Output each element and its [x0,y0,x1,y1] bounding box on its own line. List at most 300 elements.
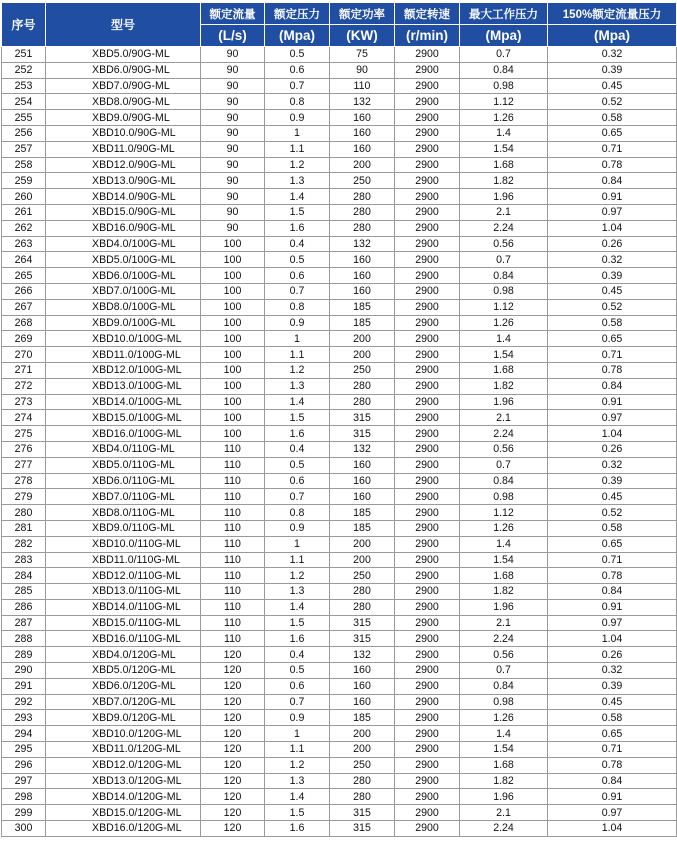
cell-seq: 273 [2,394,46,410]
cell-flow: 120 [201,773,265,789]
cell-max-pressure: 1.4 [460,125,548,141]
cell-seq: 264 [2,252,46,268]
cell-model: XBD9.0/110G-ML [46,520,201,536]
cell-seq: 295 [2,742,46,758]
cell-speed: 2900 [395,473,460,489]
cell-model: XBD15.0/100G-ML [46,410,201,426]
cell-150-pressure: 0.97 [548,204,677,220]
cell-power: 280 [330,789,395,805]
table-row [2,78,677,94]
cell-pressure: 1.4 [265,789,330,805]
cell-max-pressure: 1.96 [460,394,548,410]
cell-model: XBD13.0/100G-ML [46,378,201,394]
cell-pressure: 1.6 [265,631,330,647]
cell-flow: 110 [201,457,265,473]
cell-speed: 2900 [395,141,460,157]
cell-pressure: 0.6 [265,473,330,489]
cell-model: XBD11.0/120G-ML [46,742,201,758]
header-power: 额定功率 [330,3,395,25]
cell-seq: 285 [2,584,46,600]
cell-flow: 110 [201,584,265,600]
cell-flow: 90 [201,220,265,236]
cell-150-pressure: 0.32 [548,663,677,679]
cell-max-pressure: 0.56 [460,441,548,457]
cell-pressure: 1.3 [265,773,330,789]
table-row [2,173,677,189]
cell-speed: 2900 [395,489,460,505]
cell-seq: 283 [2,552,46,568]
cell-power: 160 [330,283,395,299]
cell-model: XBD9.0/90G-ML [46,110,201,126]
cell-max-pressure: 0.84 [460,473,548,489]
cell-max-pressure: 1.82 [460,173,548,189]
cell-max-pressure: 1.12 [460,299,548,315]
cell-seq: 263 [2,236,46,252]
cell-pressure: 1.5 [265,204,330,220]
cell-speed: 2900 [395,204,460,220]
cell-speed: 2900 [395,631,460,647]
cell-flow: 110 [201,552,265,568]
cell-seq: 257 [2,141,46,157]
cell-seq: 288 [2,631,46,647]
cell-power: 315 [330,615,395,631]
cell-model: XBD10.0/120G-ML [46,726,201,742]
table-row [2,347,677,363]
cell-power: 280 [330,584,395,600]
cell-flow: 100 [201,315,265,331]
cell-model: XBD5.0/120G-ML [46,663,201,679]
table-body [2,47,677,837]
cell-pressure: 0.4 [265,441,330,457]
cell-speed: 2900 [395,568,460,584]
cell-model: XBD7.0/110G-ML [46,489,201,505]
cell-pressure: 1 [265,726,330,742]
cell-150-pressure: 0.71 [548,347,677,363]
cell-max-pressure: 0.7 [460,457,548,473]
cell-speed: 2900 [395,47,460,63]
cell-speed: 2900 [395,236,460,252]
cell-seq: 299 [2,805,46,821]
cell-speed: 2900 [395,599,460,615]
cell-flow: 100 [201,426,265,442]
table-row [2,631,677,647]
cell-150-pressure: 0.91 [548,789,677,805]
cell-model: XBD4.0/120G-ML [46,647,201,663]
table-row [2,394,677,410]
cell-150-pressure: 0.58 [548,520,677,536]
cell-pressure: 1.5 [265,615,330,631]
cell-150-pressure: 0.84 [548,773,677,789]
cell-flow: 120 [201,789,265,805]
cell-150-pressure: 0.58 [548,110,677,126]
cell-seq: 280 [2,505,46,521]
cell-150-pressure: 0.65 [548,331,677,347]
table-row [2,520,677,536]
cell-speed: 2900 [395,710,460,726]
cell-max-pressure: 1.26 [460,315,548,331]
cell-speed: 2900 [395,457,460,473]
cell-pressure: 1.4 [265,189,330,205]
cell-max-pressure: 1.54 [460,141,548,157]
cell-model: XBD11.0/90G-ML [46,141,201,157]
table-row [2,410,677,426]
cell-flow: 110 [201,520,265,536]
table-row [2,742,677,758]
cell-max-pressure: 1.96 [460,599,548,615]
cell-max-pressure: 1.54 [460,347,548,363]
cell-power: 160 [330,663,395,679]
table-row [2,94,677,110]
cell-model: XBD12.0/120G-ML [46,757,201,773]
cell-speed: 2900 [395,283,460,299]
cell-150-pressure: 0.97 [548,805,677,821]
cell-150-pressure: 0.65 [548,536,677,552]
cell-speed: 2900 [395,347,460,363]
table-row [2,773,677,789]
cell-seq: 261 [2,204,46,220]
cell-150-pressure: 0.39 [548,62,677,78]
cell-power: 200 [330,157,395,173]
cell-flow: 120 [201,678,265,694]
cell-pressure: 1.4 [265,599,330,615]
table-row [2,426,677,442]
cell-power: 75 [330,47,395,63]
cell-max-pressure: 1.26 [460,110,548,126]
table-row [2,268,677,284]
cell-pressure: 0.8 [265,299,330,315]
cell-seq: 275 [2,426,46,442]
cell-speed: 2900 [395,299,460,315]
cell-flow: 90 [201,94,265,110]
cell-pressure: 1.3 [265,173,330,189]
cell-flow: 90 [201,141,265,157]
cell-150-pressure: 0.91 [548,599,677,615]
cell-power: 250 [330,568,395,584]
cell-pressure: 1.1 [265,552,330,568]
cell-model: XBD6.0/120G-ML [46,678,201,694]
cell-power: 200 [330,742,395,758]
cell-150-pressure: 0.84 [548,378,677,394]
cell-speed: 2900 [395,110,460,126]
cell-flow: 100 [201,283,265,299]
table-row [2,663,677,679]
table-row [2,789,677,805]
cell-speed: 2900 [395,805,460,821]
cell-model: XBD15.0/110G-ML [46,615,201,631]
cell-150-pressure: 0.45 [548,283,677,299]
table-header [2,3,677,47]
cell-model: XBD16.0/110G-ML [46,631,201,647]
cell-max-pressure: 1.82 [460,378,548,394]
cell-flow: 100 [201,362,265,378]
cell-power: 160 [330,489,395,505]
cell-model: XBD5.0/90G-ML [46,47,201,63]
cell-max-pressure: 1.12 [460,505,548,521]
cell-max-pressure: 1.68 [460,362,548,378]
cell-150-pressure: 0.84 [548,173,677,189]
cell-power: 315 [330,631,395,647]
cell-seq: 298 [2,789,46,805]
cell-pressure: 1.3 [265,378,330,394]
table-row [2,299,677,315]
cell-flow: 120 [201,710,265,726]
cell-model: XBD12.0/100G-ML [46,362,201,378]
table-row [2,647,677,663]
cell-model: XBD16.0/90G-ML [46,220,201,236]
cell-seq: 268 [2,315,46,331]
cell-150-pressure: 0.71 [548,552,677,568]
cell-pressure: 0.5 [265,252,330,268]
cell-power: 280 [330,204,395,220]
cell-seq: 272 [2,378,46,394]
table-row [2,315,677,331]
cell-speed: 2900 [395,378,460,394]
cell-pressure: 1.2 [265,568,330,584]
cell-150-pressure: 0.97 [548,410,677,426]
cell-speed: 2900 [395,394,460,410]
cell-flow: 100 [201,410,265,426]
cell-150-pressure: 0.39 [548,473,677,489]
cell-seq: 293 [2,710,46,726]
cell-model: XBD16.0/120G-ML [46,821,201,837]
cell-seq: 290 [2,663,46,679]
cell-flow: 120 [201,663,265,679]
header-model: 型号 [46,3,201,47]
table-row [2,726,677,742]
cell-flow: 100 [201,378,265,394]
cell-flow: 100 [201,347,265,363]
cell-pressure: 0.6 [265,268,330,284]
cell-pressure: 0.7 [265,489,330,505]
cell-model: XBD9.0/100G-ML [46,315,201,331]
cell-seq: 265 [2,268,46,284]
cell-max-pressure: 2.1 [460,410,548,426]
cell-power: 200 [330,726,395,742]
cell-speed: 2900 [395,220,460,236]
table-row [2,441,677,457]
cell-150-pressure: 0.52 [548,299,677,315]
cell-150-pressure: 0.58 [548,710,677,726]
cell-speed: 2900 [395,157,460,173]
header-max-pressure-unit: (Mpa) [460,25,548,47]
cell-power: 250 [330,757,395,773]
cell-150-pressure: 0.32 [548,252,677,268]
cell-flow: 90 [201,110,265,126]
cell-max-pressure: 0.7 [460,252,548,268]
cell-seq: 276 [2,441,46,457]
table-row [2,757,677,773]
cell-150-pressure: 0.78 [548,362,677,378]
cell-speed: 2900 [395,252,460,268]
cell-max-pressure: 1.68 [460,157,548,173]
cell-model: XBD5.0/100G-ML [46,252,201,268]
cell-max-pressure: 1.4 [460,726,548,742]
cell-speed: 2900 [395,615,460,631]
cell-speed: 2900 [395,536,460,552]
table-row [2,505,677,521]
cell-pressure: 1.3 [265,584,330,600]
cell-150-pressure: 0.71 [548,141,677,157]
cell-pressure: 1.1 [265,347,330,363]
cell-power: 200 [330,552,395,568]
cell-power: 315 [330,426,395,442]
cell-max-pressure: 1.12 [460,94,548,110]
cell-power: 200 [330,536,395,552]
table-row [2,331,677,347]
cell-speed: 2900 [395,520,460,536]
cell-power: 315 [330,821,395,837]
cell-model: XBD9.0/120G-ML [46,710,201,726]
cell-150-pressure: 0.52 [548,505,677,521]
cell-seq: 260 [2,189,46,205]
table-row [2,552,677,568]
table-row [2,805,677,821]
cell-seq: 294 [2,726,46,742]
table-row [2,283,677,299]
cell-max-pressure: 1.26 [460,710,548,726]
cell-model: XBD13.0/120G-ML [46,773,201,789]
cell-150-pressure: 0.78 [548,568,677,584]
cell-flow: 90 [201,204,265,220]
cell-flow: 90 [201,173,265,189]
table-row [2,678,677,694]
table-row [2,599,677,615]
cell-150-pressure: 0.26 [548,236,677,252]
cell-speed: 2900 [395,726,460,742]
table-row [2,220,677,236]
cell-flow: 90 [201,157,265,173]
cell-speed: 2900 [395,94,460,110]
cell-max-pressure: 2.1 [460,204,548,220]
cell-speed: 2900 [395,362,460,378]
cell-flow: 110 [201,441,265,457]
cell-seq: 287 [2,615,46,631]
cell-150-pressure: 0.65 [548,726,677,742]
cell-speed: 2900 [395,789,460,805]
table-row [2,125,677,141]
cell-seq: 284 [2,568,46,584]
cell-model: XBD14.0/120G-ML [46,789,201,805]
cell-model: XBD8.0/110G-ML [46,505,201,521]
cell-150-pressure: 1.04 [548,821,677,837]
cell-flow: 120 [201,647,265,663]
cell-flow: 90 [201,62,265,78]
cell-seq: 281 [2,520,46,536]
cell-power: 110 [330,78,395,94]
cell-flow: 90 [201,47,265,63]
cell-pressure: 1.2 [265,157,330,173]
cell-pressure: 0.8 [265,505,330,521]
cell-model: XBD15.0/90G-ML [46,204,201,220]
cell-power: 280 [330,378,395,394]
cell-model: XBD10.0/110G-ML [46,536,201,552]
cell-max-pressure: 1.4 [460,331,548,347]
cell-150-pressure: 0.65 [548,125,677,141]
cell-speed: 2900 [395,552,460,568]
table-row [2,710,677,726]
cell-150-pressure: 0.97 [548,615,677,631]
cell-pressure: 0.9 [265,110,330,126]
cell-power: 185 [330,710,395,726]
cell-speed: 2900 [395,268,460,284]
table-row [2,189,677,205]
cell-seq: 296 [2,757,46,773]
cell-pressure: 1.1 [265,141,330,157]
table-row [2,378,677,394]
cell-seq: 255 [2,110,46,126]
cell-pressure: 0.7 [265,283,330,299]
table-row [2,62,677,78]
cell-power: 315 [330,410,395,426]
cell-speed: 2900 [395,173,460,189]
cell-seq: 286 [2,599,46,615]
cell-pressure: 0.7 [265,694,330,710]
cell-pressure: 0.9 [265,520,330,536]
cell-150-pressure: 0.91 [548,189,677,205]
cell-pressure: 1 [265,331,330,347]
cell-power: 200 [330,347,395,363]
cell-power: 280 [330,220,395,236]
cell-max-pressure: 0.98 [460,694,548,710]
cell-power: 160 [330,473,395,489]
cell-150-pressure: 0.39 [548,678,677,694]
cell-power: 160 [330,141,395,157]
table-row [2,204,677,220]
cell-speed: 2900 [395,757,460,773]
cell-150-pressure: 1.04 [548,631,677,647]
table-row [2,157,677,173]
cell-power: 132 [330,647,395,663]
cell-seq: 289 [2,647,46,663]
cell-max-pressure: 2.1 [460,805,548,821]
cell-power: 280 [330,189,395,205]
table-row [2,110,677,126]
cell-pressure: 1.2 [265,757,330,773]
header-speed-unit: (r/min) [395,25,460,47]
cell-power: 185 [330,520,395,536]
cell-max-pressure: 1.54 [460,742,548,758]
cell-model: XBD10.0/100G-ML [46,331,201,347]
cell-seq: 253 [2,78,46,94]
cell-seq: 282 [2,536,46,552]
cell-seq: 277 [2,457,46,473]
cell-pressure: 1.6 [265,821,330,837]
cell-max-pressure: 1.82 [460,584,548,600]
cell-model: XBD14.0/100G-ML [46,394,201,410]
cell-power: 132 [330,236,395,252]
cell-model: XBD16.0/100G-ML [46,426,201,442]
cell-model: XBD12.0/90G-ML [46,157,201,173]
cell-power: 160 [330,252,395,268]
cell-flow: 110 [201,631,265,647]
cell-speed: 2900 [395,647,460,663]
cell-flow: 120 [201,742,265,758]
cell-150-pressure: 0.45 [548,694,677,710]
cell-150-pressure: 0.52 [548,94,677,110]
cell-model: XBD12.0/110G-ML [46,568,201,584]
cell-model: XBD5.0/110G-ML [46,457,201,473]
cell-max-pressure: 2.24 [460,821,548,837]
cell-150-pressure: 0.78 [548,157,677,173]
cell-flow: 110 [201,615,265,631]
table-row [2,584,677,600]
cell-seq: 270 [2,347,46,363]
cell-150-pressure: 0.26 [548,441,677,457]
cell-model: XBD7.0/100G-ML [46,283,201,299]
cell-pressure: 0.5 [265,457,330,473]
cell-pressure: 1 [265,536,330,552]
cell-seq: 271 [2,362,46,378]
